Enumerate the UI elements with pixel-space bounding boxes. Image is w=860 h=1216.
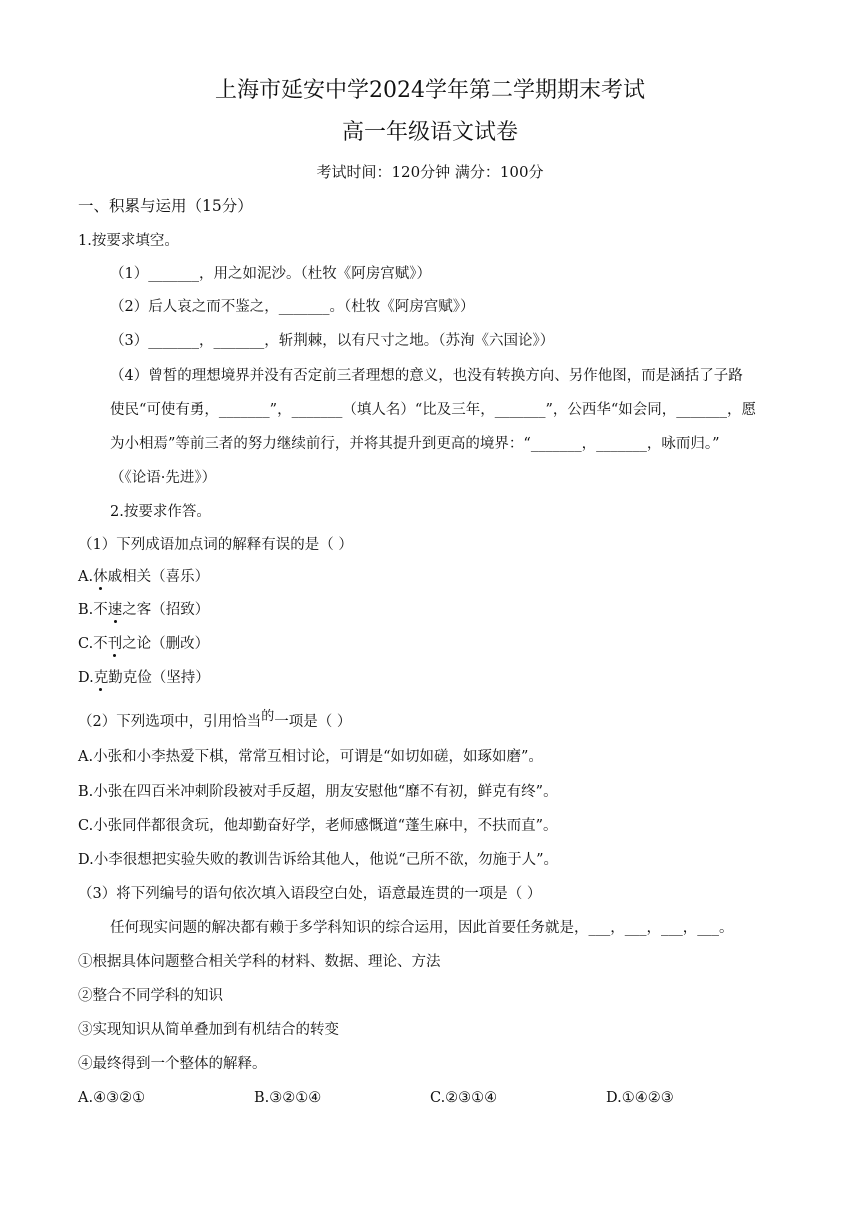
q2-1-option-a: [78, 567, 209, 587]
q2-3-choice-d: D.①④②③: [606, 1090, 674, 1106]
q2-3-sentence-1: ①根据具体问题整合相关学科的材料、数据、理论、方法: [78, 954, 441, 970]
dotted-character: 克: [93, 670, 109, 686]
question-1-item-4-line-1: （4）曾皙的理想境界并没有否定前三者理想的意义，也没有转换方向、另作他图，而是涵括了子路: [110, 368, 743, 384]
option-text: 之客（招致）: [122, 602, 210, 618]
section-heading: 一、积累与运用（15分）: [78, 197, 253, 215]
option-prefix: A.: [78, 569, 94, 585]
q2-3-passage: 任何现实问题的解决都有赖于多学科知识的综合运用，因此首要任务就是，___，___，___，___。: [110, 920, 734, 936]
q2-1-stem: （1）下列成语加点词的解释有误的是（ ）: [78, 537, 353, 553]
question-2-prompt: 2.按要求作答。: [110, 504, 211, 520]
option-prefix: D.: [78, 670, 94, 686]
question-1-item-4-line-3: 为小相焉”等前三者的努力继续前行，并将其提升到更高的境界：“_______，_______，咏而归。”: [110, 436, 720, 452]
stem-text: 一项是（ ）: [274, 714, 352, 730]
q2-2-option-d: D.小李很想把实验失败的教训告诉给其他人，他说“己所不欲，勿施于人”。: [78, 852, 559, 868]
q2-1-option-d: [78, 668, 210, 688]
q2-2-stem: [78, 709, 352, 733]
q2-2-option-c: C.小张同伴都很贪玩，他却勤奋好学，老师感慨道“蓬生麻中，不扶而直”。: [78, 818, 558, 834]
option-text: 戚相关（喜乐）: [107, 569, 210, 585]
q2-2-option-b: B.小张在四百米冲刺阶段被对手反超，朋友安慰他“靡不有初，鲜克有终”。: [78, 784, 558, 800]
question-1-item-3: （3）_______，_______，斩荆棘，以有尺寸之地。（苏洵《六国论》）: [110, 333, 555, 349]
question-1-item-2: （2）后人哀之而不鉴之，_______。（杜牧《阿房宫赋》）: [110, 299, 475, 315]
option-prefix: C.不: [78, 636, 108, 652]
question-1-item-4-line-4: （《论语·先进》）: [110, 470, 217, 486]
dotted-character: 休: [93, 569, 108, 585]
dotted-character: 速: [107, 602, 123, 618]
exam-subtitle: 高一年级语文试卷: [341, 120, 518, 145]
q2-3-choice-b: B.③②①④: [254, 1090, 322, 1106]
option-text: 勤克俭（坚持）: [108, 670, 210, 686]
superscript-character: 的: [261, 709, 275, 724]
q2-2-option-a: A.小张和小李热爱下棋，常常互相讨论，可谓是“如切如磋，如琢如磨”。: [78, 749, 543, 765]
q2-1-option-b: [78, 600, 209, 620]
q2-3-sentence-2: ②整合不同学科的知识: [78, 988, 223, 1004]
q2-1-option-c: [78, 634, 209, 654]
q2-3-sentence-3: ③实现知识从简单叠加到有机结合的转变: [78, 1022, 339, 1038]
dotted-character: 刊: [107, 636, 123, 652]
option-prefix: B.不: [78, 602, 108, 618]
q2-3-sentence-4: ④最终得到一个整体的解释。: [78, 1056, 267, 1072]
question-1-item-1: （1）_______，用之如泥沙。（杜牧《阿房宫赋》）: [110, 266, 431, 282]
stem-text: （2）下列选项中，引用恰当: [78, 714, 262, 730]
exam-title: 上海市延安中学2024学年第二学期期末考试: [215, 78, 645, 103]
question-1-item-4-line-2: 使民“可使有勇，_______”，_______（填人名）“比及三年，_______”，公西华“如会同，_______，愿: [110, 402, 757, 418]
exam-meta: 考试时间：120分钟 满分：100分: [316, 163, 544, 181]
q2-3-choice-a: A.④③②①: [78, 1090, 146, 1106]
question-1-prompt: 1.按要求填空。: [78, 233, 179, 249]
q2-3-choice-c: C.②③①④: [430, 1090, 498, 1106]
q2-3-stem: （3）将下列编号的语句依次填入语段空白处，语意最连贯的一项是（ ）: [78, 886, 542, 902]
option-text: 之论（删改）: [122, 636, 210, 652]
